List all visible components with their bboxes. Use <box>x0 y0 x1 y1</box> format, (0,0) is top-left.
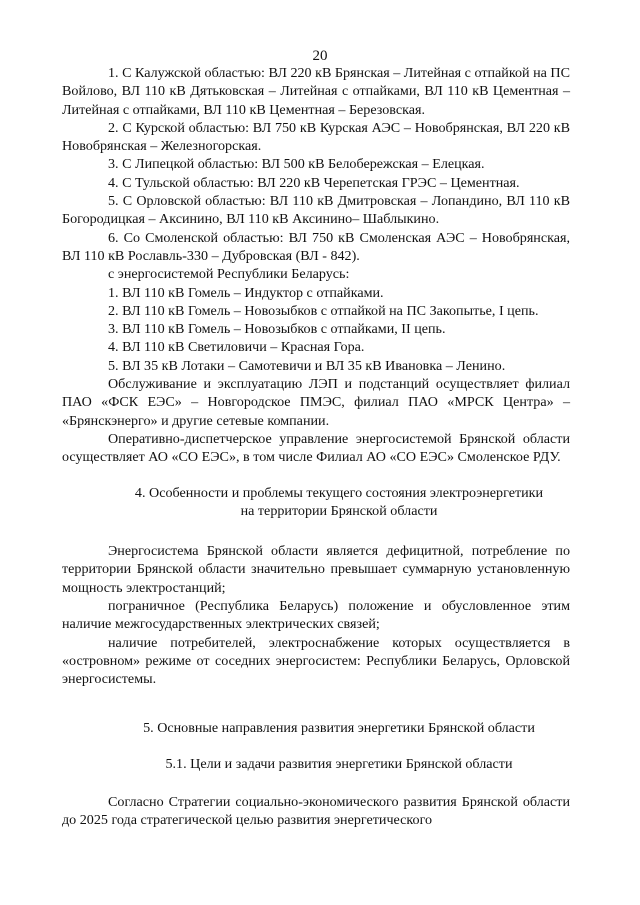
paragraph-belarus-3: 3. ВЛ 110 кВ Гомель – Новозыбков с отпайками, II цепь. <box>108 321 446 338</box>
paragraph-smolensk: 6. Со Смоленской областью: ВЛ 750 кВ Смоленская АЭС – Новобрянская, ВЛ 110 кВ Рославль-330 – Дубровская (ВЛ - 842). <box>62 229 570 264</box>
paragraph-belarus-1: 1. ВЛ 110 кВ Гомель – Индуктор с отпайками. <box>108 284 384 301</box>
section-4-paragraph-deficit: Энергосистема Брянской области является дефицитной, потребление по территории Брянской области значительно превышает суммарную установленную мощность электростанций; <box>62 543 570 596</box>
section-4-heading-line-2: на территории Брянской области <box>240 502 438 519</box>
section-4-paragraph-border: пограничное (Республика Беларусь) положение и обусловленное этим наличие межгосударственных электрических связей; <box>62 598 570 633</box>
paragraph-lipetsk: 3. С Липецкой областью: ВЛ 500 кВ Белобережская – Елецкая. <box>108 156 485 173</box>
section-5-1-subheading: 5.1. Цели и задачи развития энергетики Брянской области <box>165 755 513 772</box>
paragraph-kaluga: 1. С Калужской областью: ВЛ 220 кВ Брянская – Литейная с отпайкой на ПС Войлово, ВЛ 110 кВ Дятьковская – Литейная с отпайками, ВЛ 110 кВ Цементная – Литейная с отпайками, ВЛ 110 кВ Цементная – Березовская. <box>62 65 570 118</box>
paragraph-belarus-5: 5. ВЛ 35 кВ Лотаки – Самотевичи и ВЛ 35 кВ Ивановка – Ленино. <box>108 357 506 374</box>
section-4-heading-line-1: 4. Особенности и проблемы текущего состояния электроэнергетики <box>134 484 544 501</box>
section-4-paragraph-island: наличие потребителей, электроснабжение которых осуществляется в «островном» режиме от соседних энергосистем: Республики Беларусь, Орловской энергосистемы. <box>62 634 570 688</box>
document-body <box>62 64 570 830</box>
section-5-heading: 5. Основные направления развития энергетики Брянской области <box>143 719 535 736</box>
paragraph-belarus-4: 4. ВЛ 110 кВ Светиловичи – Красная Гора. <box>108 339 365 356</box>
paragraph-dispatch: Оперативно-диспетчерское управление энергосистемой Брянской области осуществляет АО «СО ЕЭС», в том числе Филиал АО «СО ЕЭС» Смоленское РДУ. <box>62 430 570 466</box>
paragraph-belarus-2: 2. ВЛ 110 кВ Гомель – Новозыбков с отпайкой на ПС Закопытье, I цепь. <box>108 302 539 319</box>
section-5-paragraph-strategy: Согласно Стратегии социально-экономического развития Брянской области до 2025 года стратегической целью развития энергетического <box>62 794 570 829</box>
paragraph-tula: 4. С Тульской областью: ВЛ 220 кВ Черепетская ГРЭС – Цементная. <box>108 174 520 191</box>
page-number: 20 <box>312 48 328 64</box>
paragraph-oryol: 5. С Орловской областью: ВЛ 110 кВ Дмитровская – Лопандино, ВЛ 110 кВ Богородицкая – Аксинино, ВЛ 110 кВ Аксинино– Шаблыкино. <box>62 193 570 228</box>
paragraph-kursk: 2. С Курской областью: ВЛ 750 кВ Курская АЭС – Новобрянская, ВЛ 220 кВ Новобрянская – Железногорская. <box>62 119 570 155</box>
paragraph-belarus-intro: с энергосистемой Республики Беларусь: <box>108 266 350 283</box>
paragraph-maintenance: Обслуживание и эксплуатацию ЛЭП и подстанций осуществляет филиал ПАО «ФСК ЕЭС» – Новгородское ПМЭС, филиал ПАО «МРСК Центра» – «Брянскэнерго» и другие сетевые компании. <box>62 376 570 429</box>
